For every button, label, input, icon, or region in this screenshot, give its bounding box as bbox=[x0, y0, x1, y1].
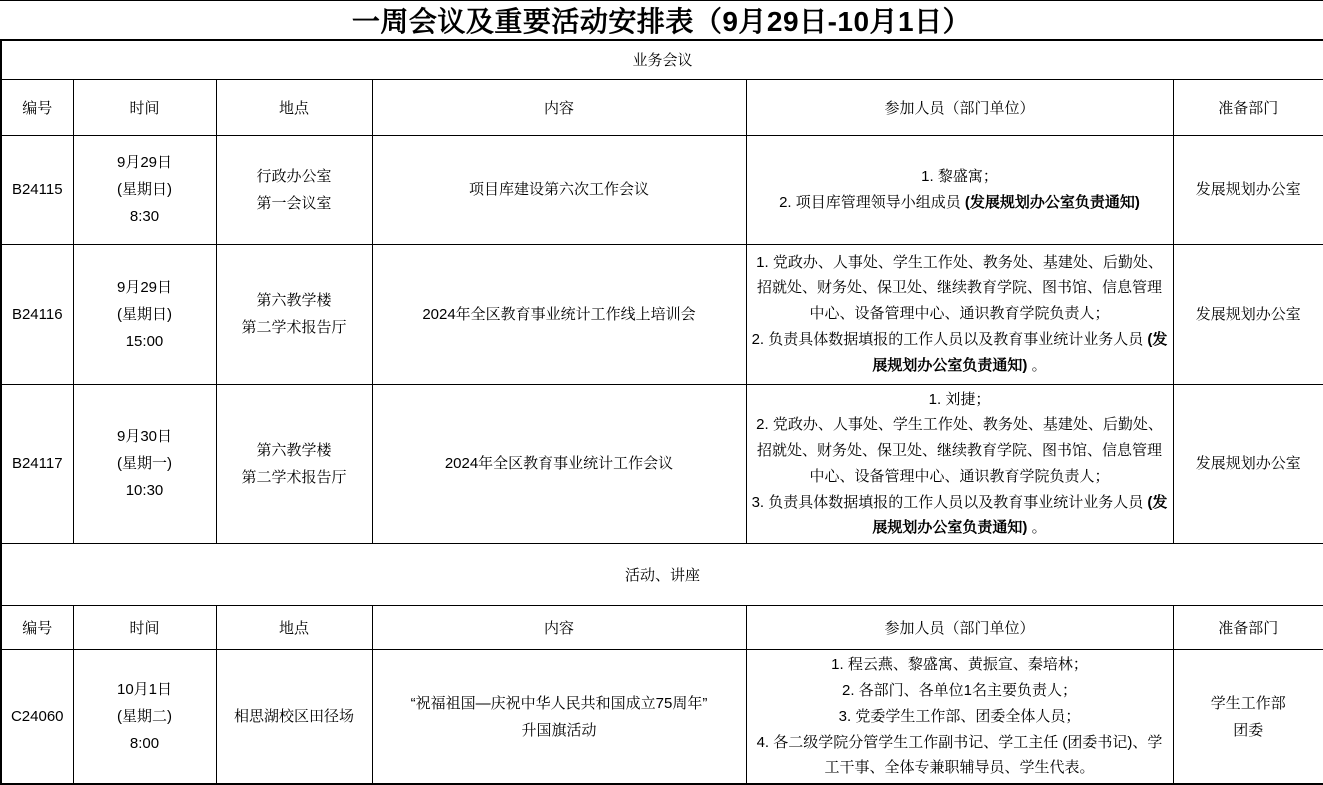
time-cell bbox=[73, 650, 216, 784]
participant-text: 3. 负责具体数据填报的工作人员以及教育事业统计业务人员 bbox=[751, 493, 1148, 511]
time-line: 9月29日 bbox=[116, 278, 173, 296]
prep-line: 发展规划办公室 bbox=[1195, 455, 1301, 473]
prep-line: 发展规划办公室 bbox=[1195, 181, 1301, 198]
time-line: (星期日) bbox=[117, 181, 172, 198]
column-header-4: 参加人员（部门单位） bbox=[746, 79, 1173, 135]
meeting-id-cell: B24115 bbox=[1, 135, 73, 244]
participant-text: 1. 黎盛寓； bbox=[921, 167, 998, 185]
participant-line bbox=[751, 190, 1169, 216]
content-line: 项目库建设第六次工作会议 bbox=[468, 181, 649, 198]
location-line: 第二学术报告厅 bbox=[241, 468, 347, 486]
location-line: 第二学术报告厅 bbox=[241, 319, 347, 336]
time-cell bbox=[73, 135, 216, 244]
content-line: 升国旗活动 bbox=[521, 721, 597, 739]
prep-department-cell bbox=[1173, 650, 1323, 784]
column-header-3: 内容 bbox=[372, 606, 746, 650]
page-title: 一周会议及重要活动安排表（9月29日-10月1日） bbox=[0, 0, 1323, 39]
table-row bbox=[1, 650, 1323, 784]
meeting-id-cell: B24116 bbox=[1, 244, 73, 384]
content-cell bbox=[372, 135, 746, 244]
column-header-1: 时间 bbox=[73, 79, 216, 135]
meeting-id-cell: B24117 bbox=[1, 384, 73, 544]
prep-department-cell bbox=[1173, 384, 1323, 544]
column-header-0: 编号 bbox=[1, 606, 73, 650]
participant-text: 4. 各二级学院分管学生工作副书记、学工主任 (团委书记)、学工干事、全体专兼职辅导员、学生代表。 bbox=[756, 733, 1163, 777]
time-cell bbox=[73, 244, 216, 384]
section-header: 业务会议 bbox=[1, 40, 1323, 79]
participant-text: 1. 程云燕、黎盛寓、黄振宣、秦培林； bbox=[831, 656, 1088, 674]
participant-line bbox=[751, 387, 1169, 413]
time-line: 8:00 bbox=[129, 735, 160, 753]
content-cell bbox=[372, 384, 746, 544]
prep-department-cell bbox=[1173, 244, 1323, 384]
time-line: 9月29日 bbox=[116, 154, 173, 171]
content-line: “祝福祖国—庆祝中华人民共和国成立75周年” bbox=[410, 694, 708, 712]
participant-text: 2. 项目库管理领导小组成员 bbox=[779, 193, 965, 211]
location-cell bbox=[216, 650, 372, 784]
participant-line bbox=[751, 164, 1169, 190]
location-cell bbox=[216, 384, 372, 544]
time-line: (星期日) bbox=[117, 305, 172, 323]
time-line: (星期二) bbox=[117, 708, 172, 726]
column-header-5: 准备部门 bbox=[1173, 606, 1323, 650]
time-line: 10月1日 bbox=[116, 681, 173, 699]
prep-line: 发展规划办公室 bbox=[1195, 305, 1301, 323]
prep-line: 学生工作部 bbox=[1210, 694, 1286, 712]
participant-notice-bold: (发展规划办公室负责通知) bbox=[872, 330, 1168, 374]
participants-cell bbox=[746, 135, 1173, 244]
participant-line bbox=[751, 704, 1169, 730]
participant-text: 。 bbox=[1027, 519, 1047, 537]
prep-department-cell bbox=[1173, 135, 1323, 244]
table-row bbox=[1, 244, 1323, 384]
schedule-table bbox=[0, 39, 1323, 785]
participant-text: 2. 各部门、各单位1名主要负责人； bbox=[841, 682, 1078, 700]
time-line: 8:30 bbox=[129, 208, 160, 225]
column-header-2: 地点 bbox=[216, 606, 372, 650]
location-line: 相思湖校区田径场 bbox=[233, 708, 354, 726]
location-line: 第六教学楼 bbox=[256, 441, 332, 459]
participant-line bbox=[751, 490, 1169, 542]
location-cell bbox=[216, 135, 372, 244]
participants-cell bbox=[746, 650, 1173, 784]
time-line: 9月30日 bbox=[116, 428, 173, 446]
participant-line bbox=[751, 327, 1169, 379]
schedule-table-body bbox=[1, 40, 1323, 784]
time-line: 15:00 bbox=[125, 332, 164, 350]
participant-text: 1. 刘捷； bbox=[928, 390, 991, 408]
location-line: 第六教学楼 bbox=[256, 292, 332, 309]
participant-text: 2. 负责具体数据填报的工作人员以及教育事业统计业务人员 bbox=[751, 330, 1148, 348]
column-header-5: 准备部门 bbox=[1173, 79, 1323, 135]
content-cell bbox=[372, 244, 746, 384]
time-line: (星期一) bbox=[117, 455, 172, 473]
participant-line bbox=[751, 412, 1169, 489]
participant-notice-bold: (发展规划办公室负责通知) bbox=[964, 193, 1140, 211]
participant-text: 2. 党政办、人事处、学生工作处、教务处、基建处、后勤处、招就处、财务处、保卫处、继续教育学院、图书馆、信息管理中心、设备管理中心、通识教育学院负责人； bbox=[756, 416, 1163, 485]
time-line: 10:30 bbox=[125, 482, 164, 500]
participant-line bbox=[751, 730, 1169, 782]
section-header: 活动、讲座 bbox=[1, 544, 1323, 606]
participant-notice-bold: (发展规划办公室负责通知) bbox=[872, 493, 1168, 537]
prep-line: 团委 bbox=[1233, 721, 1264, 739]
column-header-4: 参加人员（部门单位） bbox=[746, 606, 1173, 650]
participant-text: 3. 党委学生工作部、团委全体人员； bbox=[838, 707, 1081, 725]
table-row bbox=[1, 384, 1323, 544]
column-header-2: 地点 bbox=[216, 79, 372, 135]
content-line: 2024年全区教育事业统计工作线上培训会 bbox=[422, 305, 696, 323]
content-line: 2024年全区教育事业统计工作会议 bbox=[444, 455, 674, 473]
participants-cell bbox=[746, 384, 1173, 544]
meeting-id-cell: C24060 bbox=[1, 650, 73, 784]
participant-line bbox=[751, 678, 1169, 704]
location-line: 第一会议室 bbox=[256, 194, 332, 212]
table-row bbox=[1, 135, 1323, 244]
participant-line bbox=[751, 652, 1169, 678]
participant-text: 。 bbox=[1027, 356, 1047, 374]
location-cell bbox=[216, 244, 372, 384]
time-cell bbox=[73, 384, 216, 544]
column-header-3: 内容 bbox=[372, 79, 746, 135]
participant-text: 1. 党政办、人事处、学生工作处、教务处、基建处、后勤处、招就处、财务处、保卫处、继续教育学院、图书馆、信息管理中心、设备管理中心、通识教育学院负责人； bbox=[756, 253, 1163, 323]
column-header-1: 时间 bbox=[73, 606, 216, 650]
content-cell bbox=[372, 650, 746, 784]
location-line: 行政办公室 bbox=[256, 167, 332, 185]
column-header-0: 编号 bbox=[1, 79, 73, 135]
participant-line bbox=[751, 250, 1169, 327]
participants-cell bbox=[746, 244, 1173, 384]
